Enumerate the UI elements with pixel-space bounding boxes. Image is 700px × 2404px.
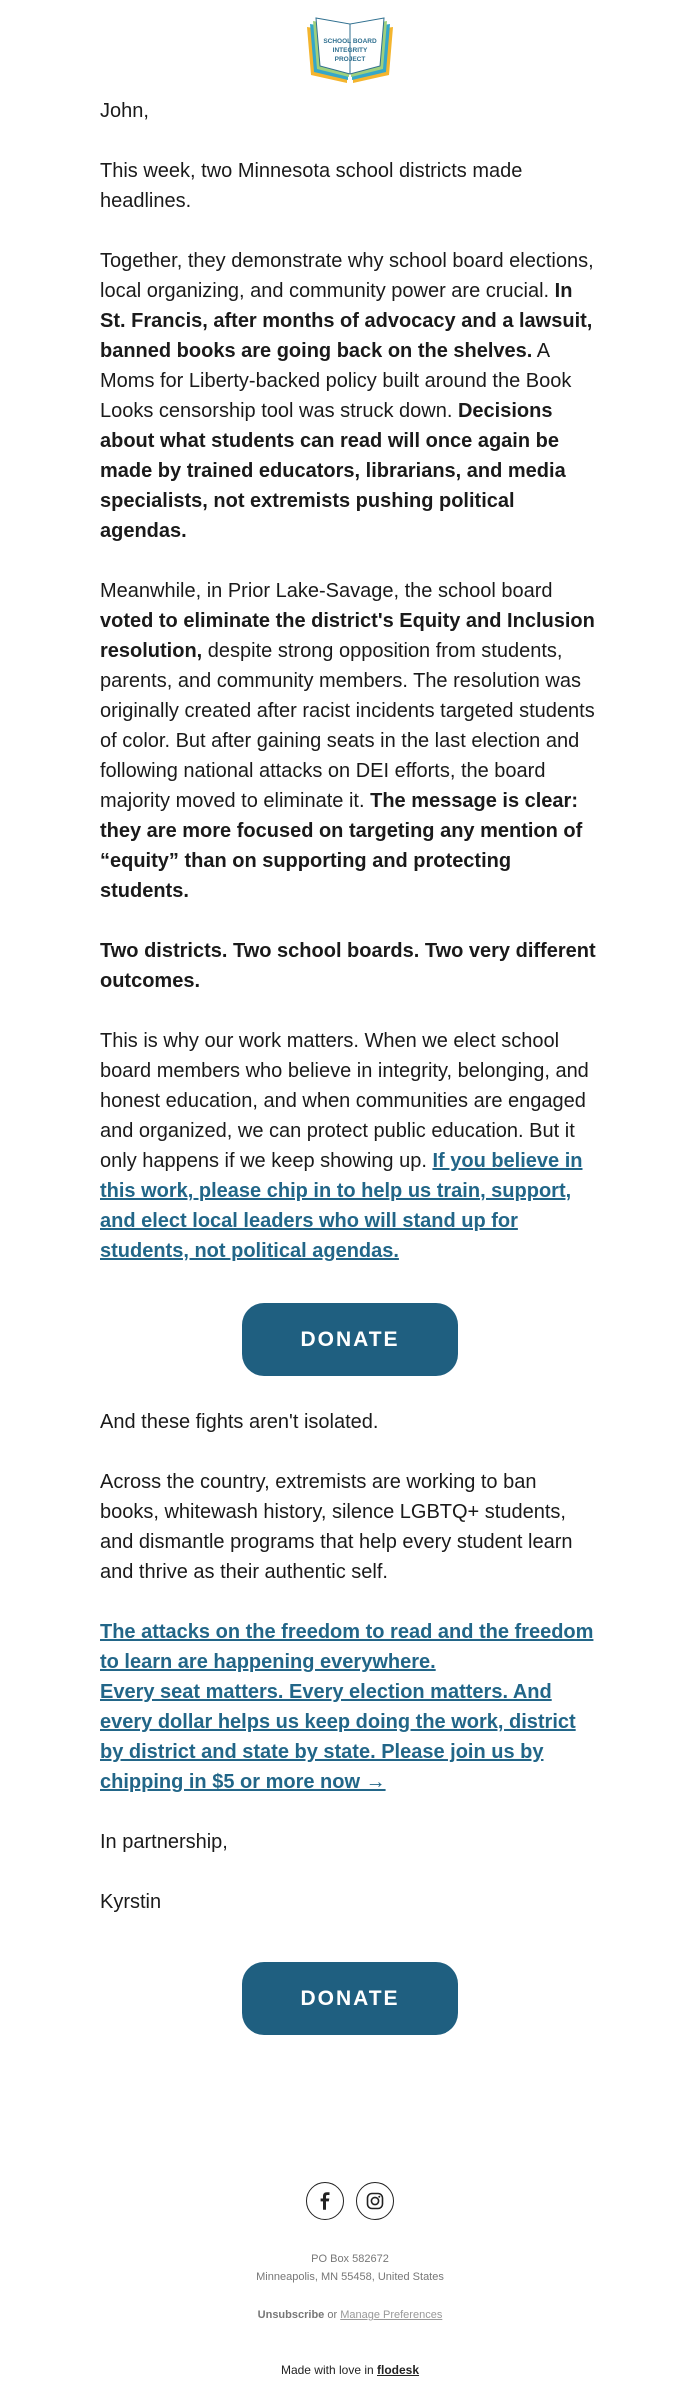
chip-in-5-link[interactable]: Every seat matters. Every election matters. And every dollar helps us keep doing the work, district by district and state by state. Please join us by chipping in $5 or more now → [100,1681,576,1793]
paragraph-every-seat [100,1677,600,1797]
instagram-icon [366,2192,384,2210]
attacks-link[interactable]: The attacks on the freedom to read and the freedom to learn are happening everywhere. [100,1621,594,1673]
signature: Kyrstin [100,1891,162,1913]
email-body-continued [100,1407,600,1917]
two-districts-bold: Two districts. Two school boards. Two very different outcomes. [100,940,596,992]
school-board-integrity-project-logo[interactable] [297,17,403,87]
made-with-text: Made with love in [280,2363,374,2377]
opposition-text: despite strong opposition from students, parents, and community members. The resolution was originally created after racist incidents targeted students of color. But after gaining seats in the last election and following national attacks on DEI efforts, the board majority moved to eliminate it. [100,640,595,812]
book-logo-icon [297,17,403,87]
unsubscribe-link[interactable]: Unsubscribe [257,2309,325,2321]
footer-preferences [0,2309,700,2321]
manage-preferences-link[interactable]: Manage Preferences [340,2309,443,2321]
together-text: Together, they demonstrate why school board elections, local organizing, and community power are crucial. [100,250,594,302]
meanwhile-text: Meanwhile, in Prior Lake-Savage, the school board [100,580,553,602]
email-body [100,96,600,1266]
message-clear-bold: The message is clear: they are more focused on targeting any mention of “equity” than on supporting and protecting students. [100,790,583,902]
logo-line-1: SCHOOL BOARD [323,38,377,45]
moms-for-liberty-text: A Moms for Liberty-backed policy built around the Book Looks censorship tool was struck down. [100,340,572,422]
signoff: In partnership, [100,1831,228,1853]
footer-or: or [327,2309,338,2321]
flodesk-link[interactable]: flodesk [377,2363,420,2377]
donate-button-bottom[interactable]: DONATE [242,1962,458,2035]
instagram-link[interactable] [356,2182,394,2220]
paragraph-not-isolated: And these fights aren't isolated. [100,1411,379,1433]
paragraph-prior-lake [100,576,600,906]
decisions-bold: Decisions about what students can read will once again be made by trained educators, librarians, and media specialists, not extremists pushing political agendas. [100,400,566,542]
paragraph-two-districts [100,936,600,996]
facebook-link[interactable] [306,2182,344,2220]
logo-line-2: INTEGRITY [332,47,368,54]
paragraph-attacks [100,1617,600,1677]
facebook-icon [317,2192,333,2210]
made-with-love [0,2363,700,2377]
work-matters-text: This is why our work matters. When we elect school board members who believe in integrity, belonging, and honest education, and when communities are engaged and organized, we can protect public education. But it only happens if we keep showing up. [100,1030,589,1172]
footer-address-line-1: PO Box 582672 [311,2253,389,2265]
paragraph-across-country: Across the country, extremists are working to ban books, whitewash history, silence LGBTQ+ students, and dismantle programs that help every student learn and thrive as their authentic self. [100,1471,573,1583]
greeting: John, [100,100,149,122]
paragraph-work-matters [100,1026,600,1266]
chip-in-link[interactable]: If you believe in this work, please chip in to help us train, support, and elect local leaders who will stand up for students, not political agendas. [100,1150,583,1262]
footer-address-line-2: Minneapolis, MN 55458, United States [256,2271,444,2283]
paragraph-st-francis [100,246,600,546]
logo-line-3: PROJECT [334,56,366,63]
st-francis-bold: In St. Francis, after months of advocacy and a lawsuit, banned books are going back on the shelves. [100,280,593,362]
paragraph-headlines: This week, two Minnesota school districts made headlines. [100,160,523,212]
voted-bold: voted to eliminate the district's Equity and Inclusion resolution, [100,610,595,662]
donate-button[interactable]: DONATE [242,1303,458,1376]
